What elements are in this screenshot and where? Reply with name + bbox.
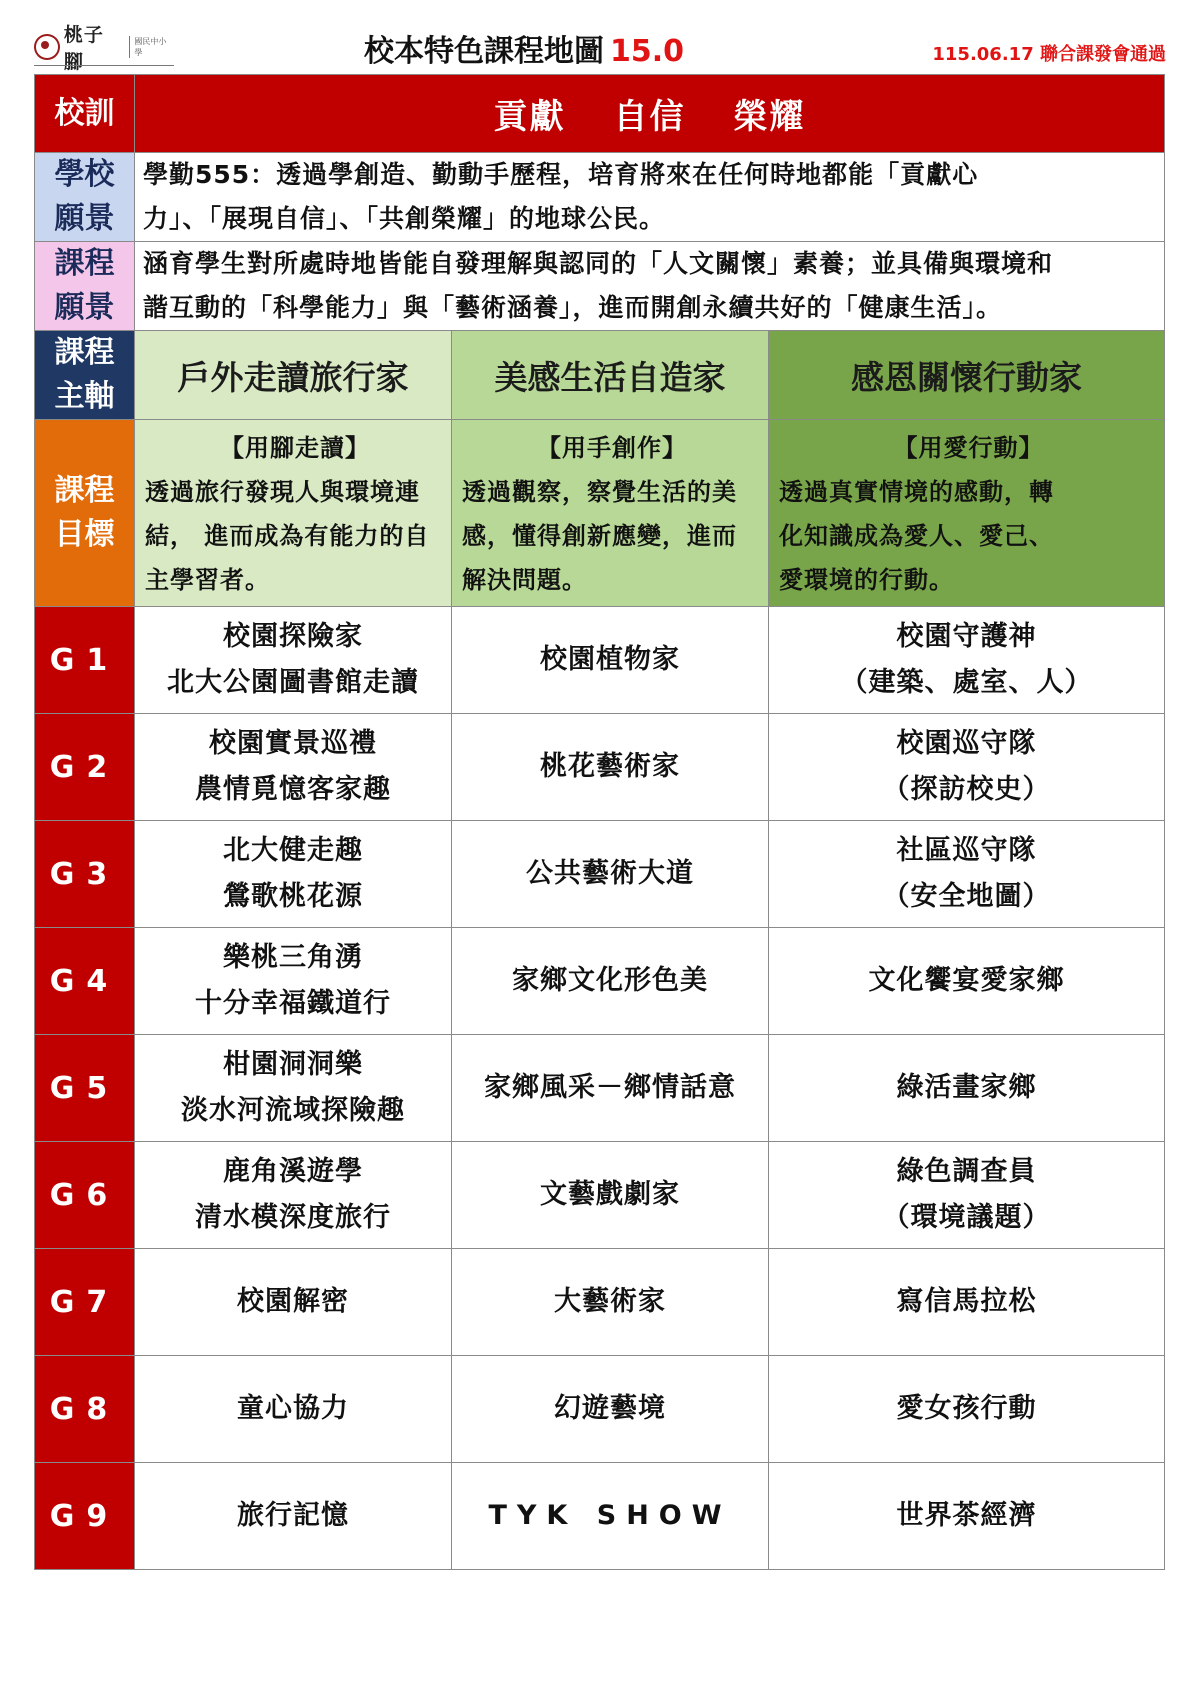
course-care: 綠色調查員 （環境議題）	[769, 1142, 1165, 1249]
grade-label: G3	[35, 821, 135, 928]
page-header	[34, 22, 1166, 73]
course-aesthetic: 文藝戲劇家	[452, 1142, 769, 1249]
course-vision-label: 課程 願景	[35, 242, 135, 331]
axis-care: 感恩關懷行動家	[769, 331, 1165, 420]
course-outdoor: 鹿角溪遊學 清水模深度旅行	[135, 1142, 452, 1249]
version-number: 15.0	[610, 34, 685, 69]
motto-row	[35, 75, 1165, 153]
grade-label: G6	[35, 1142, 135, 1249]
goal-label: 課程 目標	[35, 420, 135, 607]
peach-logo-icon	[34, 34, 60, 60]
school-vision-row	[35, 153, 1165, 242]
course-outdoor: 旅行記憶	[135, 1463, 452, 1570]
grade-row	[35, 714, 1165, 821]
course-care: 綠活畫家鄉	[769, 1035, 1165, 1142]
course-aesthetic: 桃花藝術家	[452, 714, 769, 821]
course-aesthetic: 公共藝術大道	[452, 821, 769, 928]
course-outdoor: 柑園洞洞樂 淡水河流域探險趣	[135, 1035, 452, 1142]
school-vision-text: 學勤555：透過學創造、勤動手歷程，培育將來在任何時地都能「貢獻心 力」、「展現自信」、「共創榮耀」的地球公民。	[135, 153, 1165, 242]
axis-row	[35, 331, 1165, 420]
grade-row	[35, 1035, 1165, 1142]
school-logo	[34, 24, 174, 73]
grade-row	[35, 1249, 1165, 1356]
course-vision-row	[35, 242, 1165, 331]
course-vision-text: 涵育學生對所處時地皆能自發理解與認同的「人文關懷」素養；並具備與環境和 諧互動的「科學能力」與「藝術涵養」，進而開創永續共好的「健康生活」。	[135, 242, 1165, 331]
curriculum-map-table	[34, 74, 1165, 1570]
grade-row	[35, 1463, 1165, 1570]
course-care: 校園巡守隊 （探訪校史）	[769, 714, 1165, 821]
logo-text: 桃子腳	[63, 24, 104, 73]
motto-label: 校訓	[35, 75, 135, 153]
axis-outdoor: 戶外走讀旅行家	[135, 331, 452, 420]
course-outdoor: 北大健走趣 鶯歌桃花源	[135, 821, 452, 928]
page-title: 校本特色課程地圖 15.0	[364, 34, 685, 69]
grade-row	[35, 821, 1165, 928]
grade-label: G5	[35, 1035, 135, 1142]
grade-label: G7	[35, 1249, 135, 1356]
grade-label: G8	[35, 1356, 135, 1463]
grade-row	[35, 607, 1165, 714]
course-outdoor: 樂桃三角湧 十分幸福鐵道行	[135, 928, 452, 1035]
course-care: 愛女孩行動	[769, 1356, 1165, 1463]
grade-label: G1	[35, 607, 135, 714]
logo-subtext: 國民中小學	[129, 36, 174, 58]
grade-row	[35, 1142, 1165, 1249]
course-outdoor: 校園解密	[135, 1249, 452, 1356]
school-vision-label: 學校 願景	[35, 153, 135, 242]
course-aesthetic: 家鄉風采－鄉情話意	[452, 1035, 769, 1142]
goal-outdoor: 【用腳走讀】 透過旅行發現人與環境連 結， 進而成為有能力的自 主學習者。	[135, 420, 452, 607]
course-care: 文化饗宴愛家鄉	[769, 928, 1165, 1035]
grade-row	[35, 928, 1165, 1035]
course-outdoor: 童心協力	[135, 1356, 452, 1463]
course-care: 寫信馬拉松	[769, 1249, 1165, 1356]
goal-care: 【用愛行動】 透過真實情境的感動，轉 化知識成為愛人、愛己、 愛環境的行動。	[769, 420, 1165, 607]
course-aesthetic: TYK SHOW	[452, 1463, 769, 1570]
course-aesthetic: 大藝術家	[452, 1249, 769, 1356]
axis-label: 課程 主軸	[35, 331, 135, 420]
axis-aesthetic: 美感生活自造家	[452, 331, 769, 420]
course-care: 社區巡守隊 （安全地圖）	[769, 821, 1165, 928]
course-care: 世界茶經濟	[769, 1463, 1165, 1570]
course-outdoor: 校園實景巡禮 農情覓憶客家趣	[135, 714, 452, 821]
approval-note: 115.06.17 聯合課發會通過	[932, 44, 1166, 65]
grade-label: G4	[35, 928, 135, 1035]
course-aesthetic: 校園植物家	[452, 607, 769, 714]
course-outdoor: 校園探險家 北大公園圖書館走讀	[135, 607, 452, 714]
school-motto: 貢獻 自信 榮耀	[135, 75, 1165, 153]
goal-aesthetic: 【用手創作】 透過觀察，察覺生活的美 感，懂得創新應變，進而 解決問題。	[452, 420, 769, 607]
grade-row	[35, 1356, 1165, 1463]
grade-label: G9	[35, 1463, 135, 1570]
course-care: 校園守護神 （建築、處室、人）	[769, 607, 1165, 714]
course-aesthetic: 家鄉文化形色美	[452, 928, 769, 1035]
grade-label: G2	[35, 714, 135, 821]
goal-row	[35, 420, 1165, 607]
course-aesthetic: 幻遊藝境	[452, 1356, 769, 1463]
